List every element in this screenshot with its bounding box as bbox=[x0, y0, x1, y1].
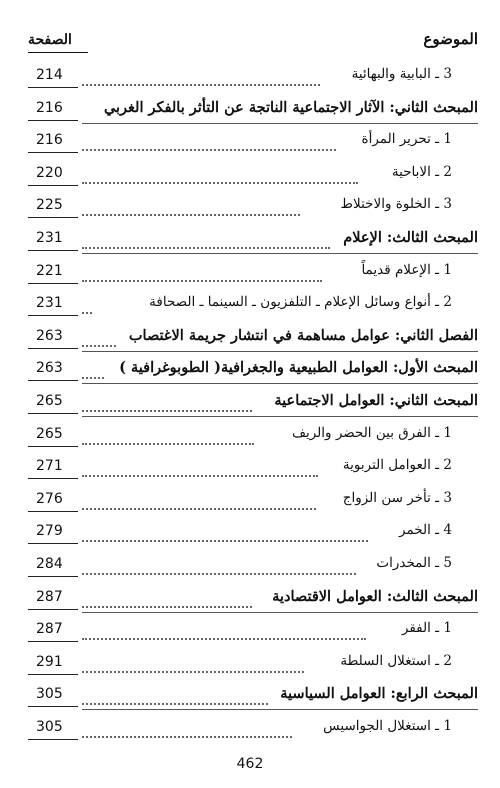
toc-entry-page: 263 bbox=[36, 327, 63, 344]
page-underline bbox=[28, 120, 78, 121]
toc-entry-page: 214 bbox=[36, 67, 63, 83]
page-underline bbox=[28, 674, 78, 675]
toc-section-row bbox=[0, 681, 500, 714]
toc-entry-title: 1 ـ تحرير المرأة bbox=[361, 131, 452, 148]
page-underline bbox=[28, 185, 78, 186]
page-underline bbox=[28, 641, 78, 642]
dot-leader bbox=[82, 196, 300, 216]
toc-entry-title: 1 ـ الفرق بين الحضر والريف bbox=[291, 424, 452, 441]
dot-leader bbox=[82, 718, 292, 738]
toc-entry-page: 263 bbox=[36, 360, 63, 377]
toc-entry-title: 1 ـ الفقر bbox=[401, 620, 452, 637]
toc-entry-title: 3 ـ الخلوة والاختلاط bbox=[340, 196, 452, 213]
toc-entry-title: المبحث الثالث: العوامل الاقتصادية bbox=[272, 587, 478, 605]
page-underline bbox=[28, 217, 78, 218]
toc-entry-page: 284 bbox=[36, 555, 63, 572]
toc-item-row bbox=[0, 290, 500, 323]
page-underline bbox=[28, 152, 78, 153]
toc-entry-title: 4 ـ الخمر bbox=[399, 522, 452, 539]
page-underline bbox=[28, 576, 78, 577]
toc-entry-title: 2 ـ استغلال السلطة bbox=[340, 652, 452, 669]
toc-item-row bbox=[0, 714, 500, 747]
section-separator bbox=[82, 351, 478, 352]
page-label-underline bbox=[28, 52, 88, 53]
toc-entry-page: 265 bbox=[36, 425, 63, 442]
section-separator bbox=[82, 253, 478, 254]
page-underline bbox=[28, 543, 78, 544]
toc-entry-page: 287 bbox=[36, 621, 63, 638]
toc-entry-page: 305 bbox=[36, 686, 63, 703]
toc-entry-title: المبحث الثاني: العوامل الاجتماعية bbox=[274, 391, 478, 409]
page-underline bbox=[28, 609, 78, 610]
toc-item-row bbox=[0, 453, 500, 486]
toc-item-row bbox=[0, 518, 500, 551]
toc-entry-page: 271 bbox=[36, 458, 63, 475]
toc-entry-title: 1 ـ استغلال الجواسيس bbox=[323, 717, 452, 734]
page-underline bbox=[28, 250, 78, 251]
page-underline bbox=[28, 283, 78, 284]
toc-item-row bbox=[0, 649, 500, 682]
toc-entry-page: 265 bbox=[36, 392, 63, 409]
page-underline bbox=[28, 348, 78, 349]
toc-section-row bbox=[0, 584, 500, 617]
page-underline bbox=[28, 380, 78, 381]
toc-entry-page: 291 bbox=[36, 653, 63, 670]
page-number: 462 bbox=[236, 756, 264, 772]
toc-item-row bbox=[0, 127, 500, 160]
dot-leader bbox=[82, 262, 322, 282]
toc-item-row bbox=[0, 192, 500, 225]
toc-entry-title: المبحث الثالث: الإعلام bbox=[343, 228, 478, 246]
page-underline bbox=[28, 315, 78, 316]
dot-leader bbox=[82, 229, 330, 249]
toc-entry-title: الفصل الثاني: عوامل مساهمة في انتشار جريمة الاغتصاب bbox=[128, 326, 478, 344]
section-separator bbox=[82, 416, 478, 417]
dot-leader bbox=[82, 66, 320, 86]
dot-leader bbox=[82, 457, 318, 477]
toc-entry-page: 305 bbox=[36, 718, 63, 735]
page-underline bbox=[28, 478, 78, 479]
dot-leader bbox=[82, 164, 358, 184]
toc-section-row bbox=[0, 95, 500, 128]
toc-item-row bbox=[0, 616, 500, 649]
page-underline bbox=[28, 446, 78, 447]
toc-entry-page: 279 bbox=[36, 523, 63, 540]
page-column-label: الصفحة bbox=[28, 32, 72, 48]
toc-entry-page: 287 bbox=[36, 588, 63, 605]
topic-column-label: الموضوع bbox=[423, 30, 478, 48]
toc-list bbox=[0, 62, 500, 746]
page-underline bbox=[28, 413, 78, 414]
page-underline bbox=[28, 87, 78, 88]
toc-entry-title: 1 ـ الإعلام قديماً bbox=[361, 261, 452, 278]
dot-leader bbox=[82, 392, 252, 412]
section-separator bbox=[82, 123, 478, 124]
toc-entry-page: 216 bbox=[36, 99, 63, 116]
toc-entry-title: 5 ـ المخدرات bbox=[376, 554, 452, 571]
dot-leader bbox=[82, 131, 336, 151]
page-underline bbox=[28, 706, 78, 707]
dot-leader bbox=[82, 555, 356, 575]
page-underline bbox=[28, 511, 78, 512]
dot-leader bbox=[82, 522, 368, 542]
dot-leader bbox=[82, 588, 252, 608]
toc-entry-page: 231 bbox=[36, 229, 63, 246]
section-separator bbox=[82, 612, 478, 613]
toc-item-row bbox=[0, 551, 500, 584]
toc-entry-page: 225 bbox=[36, 197, 63, 214]
toc-entry-page: 231 bbox=[36, 295, 63, 312]
dot-leader bbox=[82, 620, 366, 640]
dot-leader bbox=[82, 653, 304, 673]
page-underline bbox=[28, 739, 78, 740]
toc-entry-title: المبحث الرابع: العوامل السياسية bbox=[280, 685, 478, 703]
toc-entry-page: 216 bbox=[36, 132, 63, 149]
toc-entry-title: المبحث الأول: العوامل الطبيعية والجغرافية( الطوبوغرافية ) bbox=[119, 359, 478, 377]
toc-entry-title: المبحث الثاني: الآثار الاجتماعية الناتجة عن التأثر بالفكر الغربي bbox=[103, 98, 478, 116]
toc-entry-title: 3 ـ البابية والبهائية bbox=[351, 66, 452, 82]
toc-section-row bbox=[0, 225, 500, 258]
toc-section-row bbox=[0, 323, 500, 356]
dot-leader bbox=[82, 359, 104, 379]
dot-leader bbox=[82, 327, 116, 347]
toc-entry-page: 220 bbox=[36, 164, 63, 181]
toc-entry-title: 3 ـ تأخر سن الزواج bbox=[342, 489, 452, 506]
toc-entry-page: 276 bbox=[36, 490, 63, 507]
toc-header bbox=[28, 30, 478, 60]
toc-section-row bbox=[0, 355, 500, 388]
dot-leader bbox=[82, 425, 254, 445]
dot-leader bbox=[82, 685, 268, 705]
toc-entry-title: 2 ـ العوامل التربوية bbox=[342, 457, 452, 474]
toc-entry-page: 221 bbox=[36, 262, 63, 279]
section-separator bbox=[82, 383, 478, 384]
toc-section-row bbox=[0, 388, 500, 421]
toc-item-row bbox=[0, 486, 500, 519]
dot-leader bbox=[82, 490, 316, 510]
toc-item-row bbox=[0, 160, 500, 193]
toc-item-row bbox=[0, 421, 500, 454]
dot-leader bbox=[82, 294, 92, 314]
toc-item-row bbox=[0, 62, 500, 95]
section-separator bbox=[82, 709, 478, 710]
toc-item-row bbox=[0, 258, 500, 291]
toc-entry-title: 2 ـ الاباحية bbox=[391, 163, 452, 180]
toc-entry-title: 2 ـ أنواع وسائل الإعلام ـ التلفزيون ـ السينما ـ الصحافة bbox=[149, 294, 452, 311]
